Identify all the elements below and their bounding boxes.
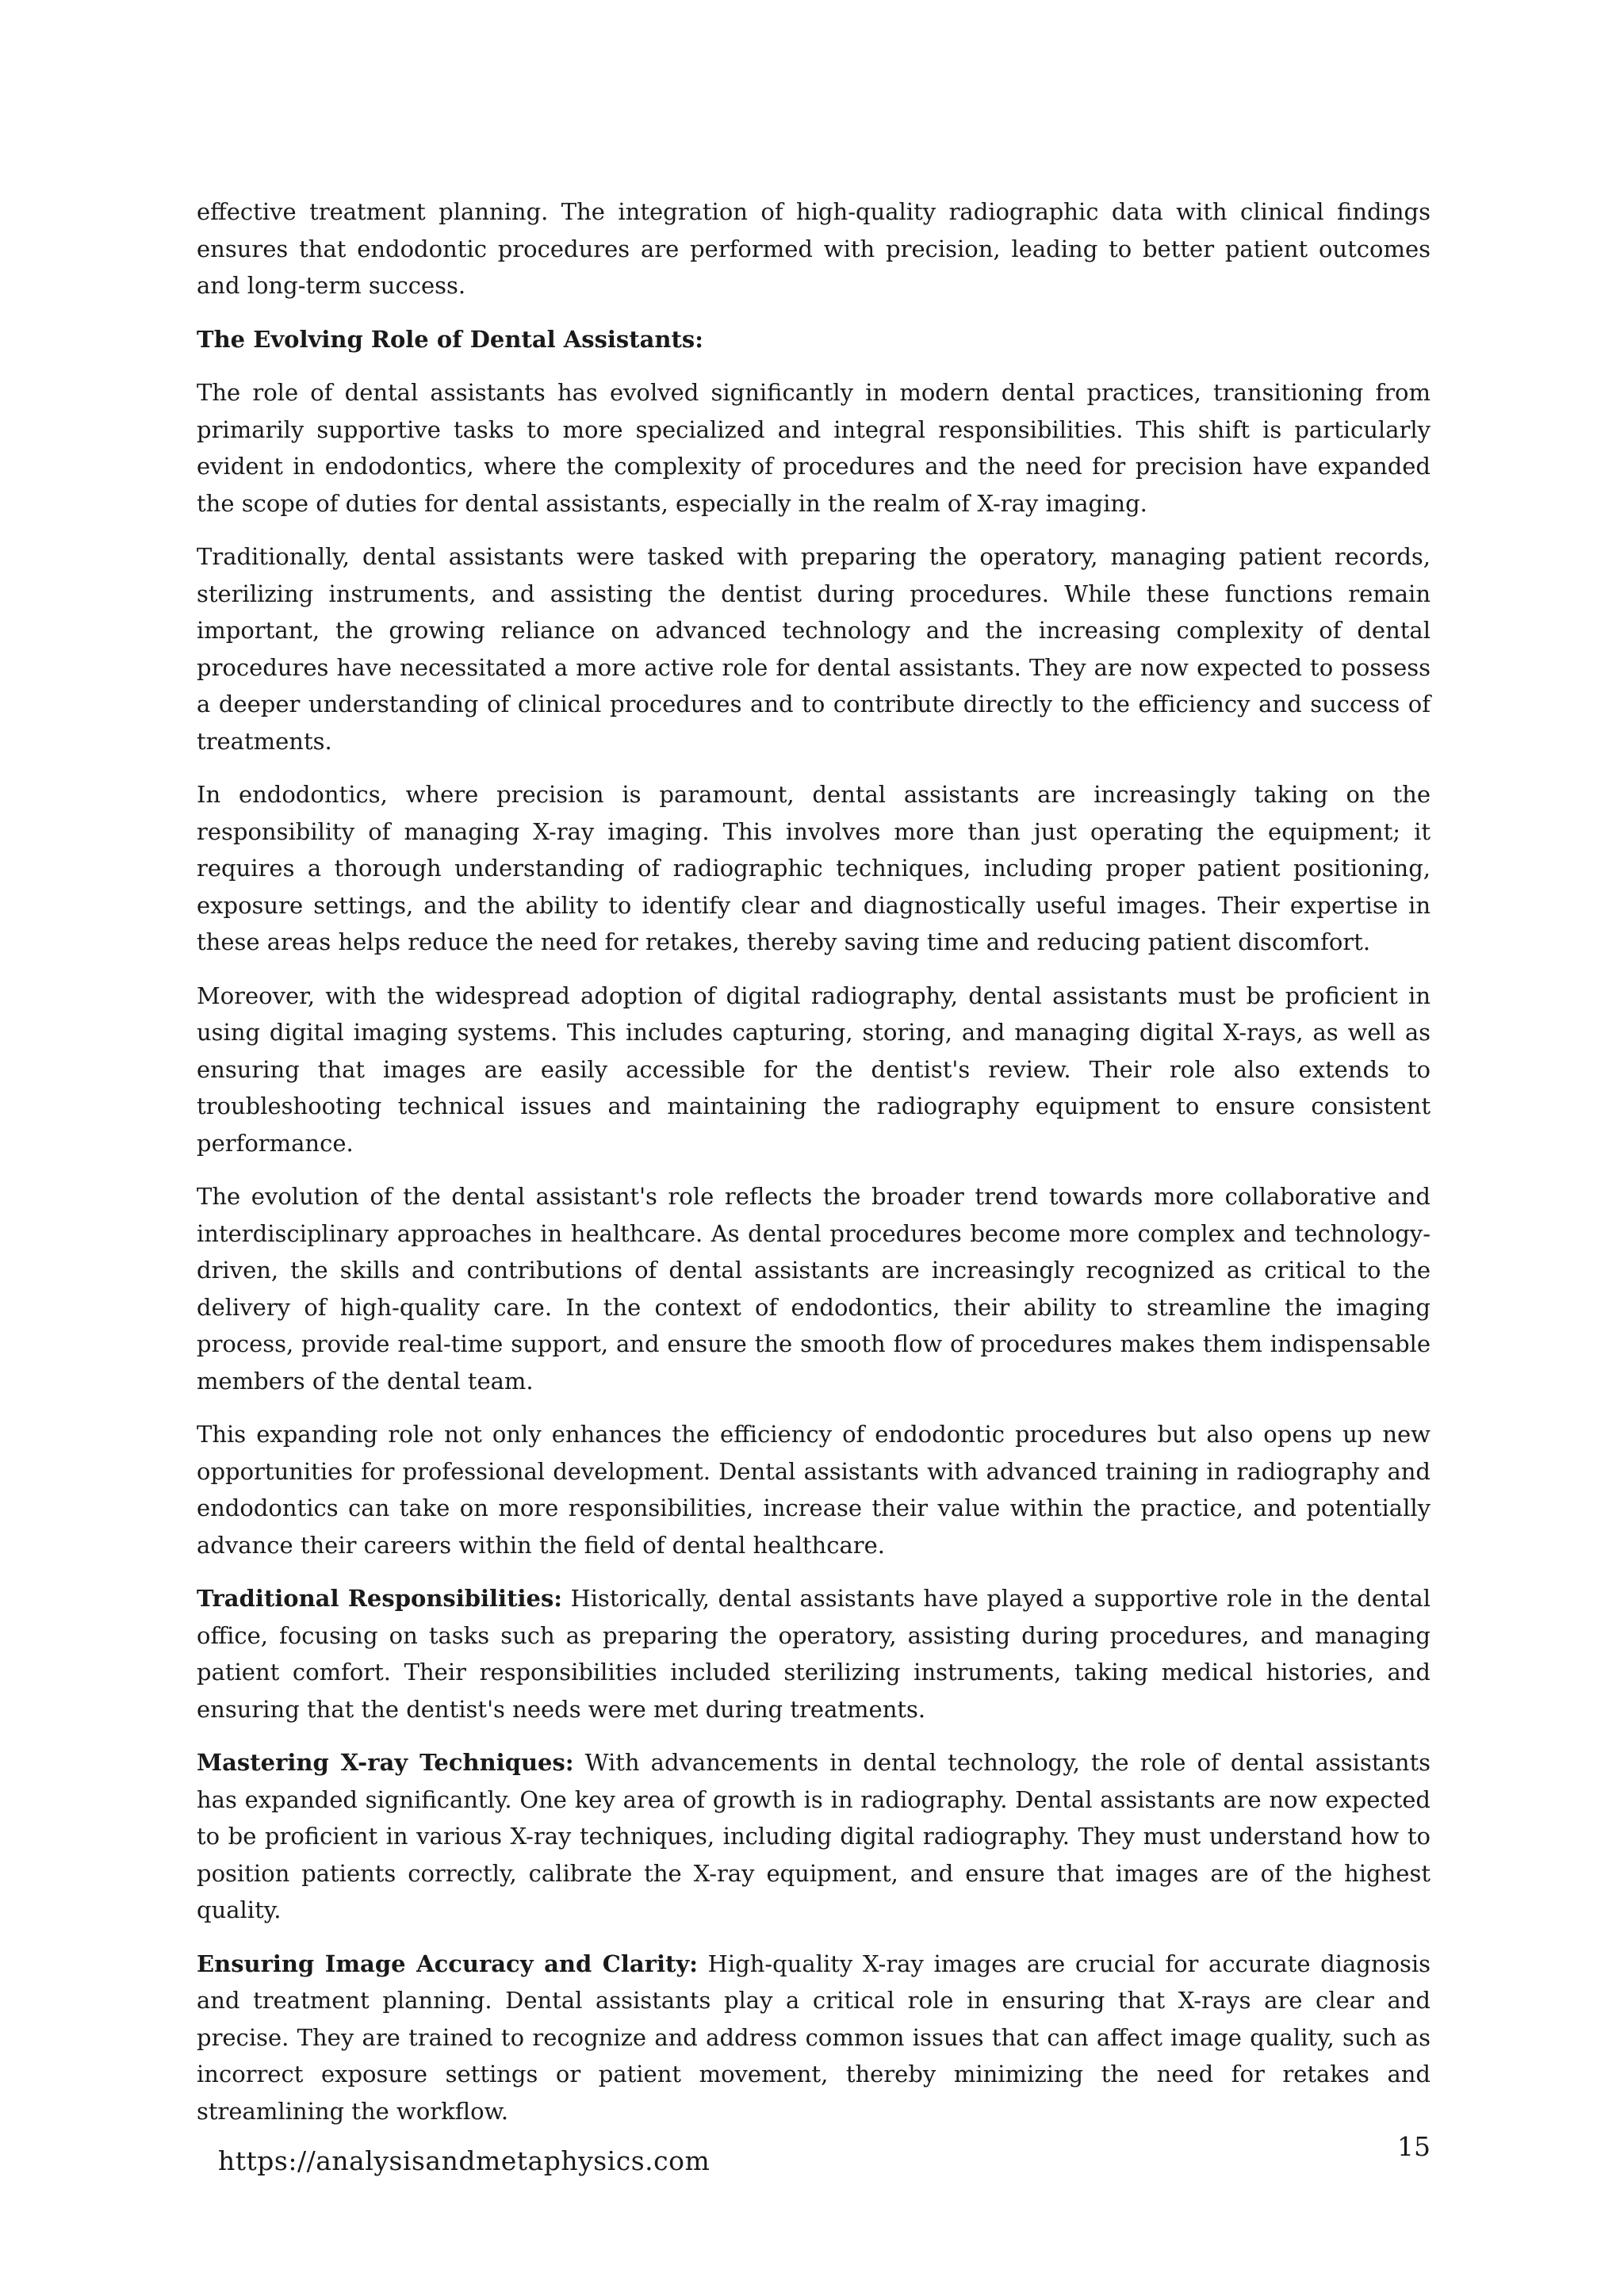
paragraph-xray-techniques [197,1744,1431,1929]
paragraph-collaborative-trend: The evolution of the dental assistant's role reflects the broader trend towards more collaborative and interdisciplinary approaches in healthcare. As dental procedures become more complex and technology-driven, the skills and contributions of dental assistants are increasingly recognized as critical to the delivery of high-quality care. In the context of endodontics, their ability to streamline the imaging process, provide real-time support, and ensure the smooth flow of procedures makes them indispensable members of the dental team. [197,1183,1431,1395]
paragraph-label: Mastering X-ray Techniques: [197,1749,574,1776]
paragraph-traditional-responsibilities [197,1580,1431,1728]
paragraph-label: Traditional Responsibilities: [197,1585,562,1612]
paragraph-text: With advancements in dental technology, the role of dental assistants has expanded significantly. One key area of growth is in radiography. Dental assistants are now expected to be proficient in various X-ray techniques, including digital radiography. They must understand how to position patients correctly, calibrate the X-ray equipment, and ensure that images are of the highest quality. [197,1749,1431,1923]
paragraph-role-evolution: The role of dental assistants has evolved significantly in modern dental practices, transitioning from primarily supportive tasks to more specialized and integral responsibilities. This shift is particularly evident in endodontics, where the complexity of procedures and the need for precision have expanded the scope of duties for dental assistants, especially in the realm of X-ray imaging. [197,379,1431,517]
intro-paragraph: effective treatment planning. The integration of high-quality radiographic data with clinical findings ensures that endodontic procedures are performed with precision, leading to better patient outcomes and long-term success. [197,198,1431,299]
section-heading: The Evolving Role of Dental Assistants: [197,325,703,353]
paragraph-digital-radiography: Moreover, with the widespread adoption of digital radiography, dental assistants must be proficient in using digital imaging systems. This includes capturing, storing, and managing digital X-rays, as well as ensuring that images are easily accessible for the dentist's review. Their role also extends to troubleshooting technical issues and maintaining the radiography equipment to ensure consistent performance. [197,982,1431,1157]
page-number: 15 [1397,2131,1431,2162]
paragraph-professional-development: This expanding role not only enhances the efficiency of endodontic procedures but also opens up new opportunities for professional development. Dental assistants with advanced training in radiography and endodontics can take on more responsibilities, increase their value within the practice, and potentially advance their careers within the field of dental healthcare. [197,1421,1431,1559]
paragraph-traditional-tasks: Traditionally, dental assistants were tasked with preparing the operatory, managing patient records, sterilizing instruments, and assisting the dentist during procedures. While these functions remain important, the growing reliance on advanced technology and the increasing complexity of dental procedures have necessitated a more active role for dental assistants. They are now expected to possess a deeper understanding of clinical procedures and to contribute directly to the efficiency and success of treatments. [197,543,1431,755]
paragraph-text: Historically, dental assistants have played a supportive role in the dental office, focusing on tasks such as preparing the operatory, assisting during procedures, and managing patient comfort. Their responsibilities included sterilizing instruments, taking medical histories, and ensuring that the dentist's needs were met during treatments. [197,1585,1431,1723]
paragraph-label: Ensuring Image Accuracy and Clarity: [197,1950,698,1977]
paragraph-endodontics-imaging: In endodontics, where precision is paramount, dental assistants are increasingly taking on the responsibility of managing X-ray imaging. This involves more than just operating the equipment; it requires a thorough understanding of radiographic techniques, including proper patient positioning, exposure settings, and the ability to identify clear and diagnostically useful images. Their expertise in these areas helps reduce the need for retakes, thereby saving time and reducing patient discomfort. [197,781,1431,955]
paragraph-text: High-quality X-ray images are crucial for accurate diagnosis and treatment planning. Dental assistants play a critical role in ensuring that X-rays are clear and precise. They are trained to recognize and address common issues that can affect image quality, such as incorrect exposure settings or patient movement, thereby minimizing the need for retakes and streamlining the workflow. [197,1950,1431,2125]
paragraph-image-accuracy [197,1946,1431,2130]
footer-url[interactable]: https://analysisandmetaphysics.com [218,2145,710,2176]
page-body [197,193,1431,2146]
